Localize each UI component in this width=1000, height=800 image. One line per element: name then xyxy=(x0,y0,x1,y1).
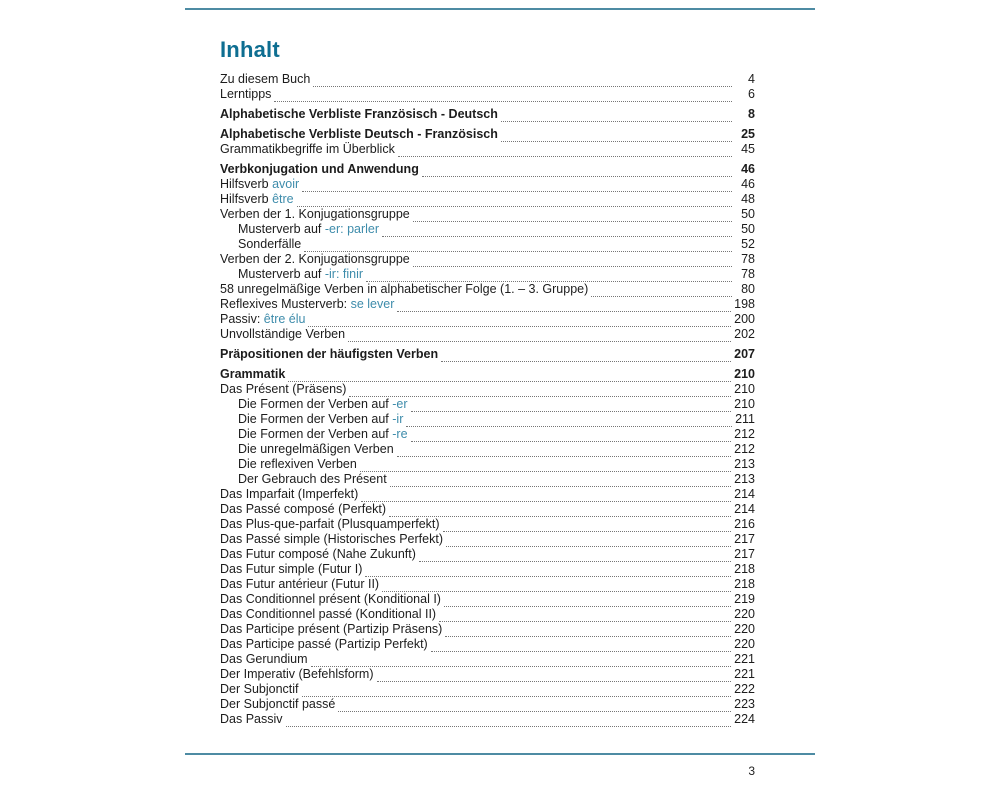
toc-entry-label xyxy=(220,327,345,342)
toc-text: Das Plus-que-parfait (Plusquamperfekt) xyxy=(220,517,440,531)
toc-text: Grammatik xyxy=(220,367,286,381)
toc-page-number: 216 xyxy=(734,517,755,531)
toc-page-number: 6 xyxy=(748,87,755,101)
toc-leader xyxy=(311,663,732,667)
toc-entry xyxy=(220,327,755,342)
toc-text: Zu diesem Buch xyxy=(220,72,311,86)
toc-entry-label xyxy=(220,162,419,177)
toc-entry-label xyxy=(220,312,305,327)
page-title: Inhalt xyxy=(220,37,280,62)
toc-entry xyxy=(220,577,755,592)
toc-page-number: 223 xyxy=(734,697,755,711)
toc-text: Das Futur antérieur (Futur II) xyxy=(220,577,380,591)
toc-entry xyxy=(220,427,755,442)
toc-entry xyxy=(220,282,755,297)
toc-entry xyxy=(220,222,755,237)
toc-entry-label xyxy=(238,267,363,282)
toc-entry-label xyxy=(220,697,335,712)
toc-page-number: 46 xyxy=(741,177,755,191)
toc-text: Passiv: xyxy=(220,312,264,326)
toc-text: Der Subjonctif xyxy=(220,682,299,696)
toc-page-number: 224 xyxy=(734,712,755,726)
toc-leader xyxy=(441,358,731,362)
page-footer xyxy=(185,764,755,778)
toc-leader xyxy=(288,378,731,382)
footer-page-number: 3 xyxy=(748,764,755,778)
toc-entry xyxy=(220,652,755,667)
toc-entry xyxy=(220,142,755,157)
toc-leader xyxy=(411,438,732,442)
toc-text: Der Gebrauch des Présent xyxy=(238,472,387,486)
toc-leader xyxy=(274,98,732,102)
toc-leader xyxy=(308,323,731,327)
toc-leader xyxy=(413,263,732,267)
toc-entry-label xyxy=(238,457,357,472)
toc-entry-label xyxy=(238,427,408,442)
toc-leader xyxy=(445,633,731,637)
toc-leader xyxy=(361,498,731,502)
toc-list xyxy=(220,72,755,727)
toc-entry xyxy=(220,412,755,427)
toc-entry-label xyxy=(220,562,362,577)
toc-entry xyxy=(220,367,755,382)
toc-page-number: 213 xyxy=(734,472,755,486)
toc-entry xyxy=(220,682,755,697)
toc-text: Das Imparfait (Imperfekt) xyxy=(220,487,359,501)
toc-entry xyxy=(220,87,755,102)
toc-leader xyxy=(411,408,732,412)
toc-leader xyxy=(397,308,731,312)
toc-entry xyxy=(220,712,755,727)
toc-leader xyxy=(398,153,732,157)
toc-page-number: 210 xyxy=(734,382,755,396)
toc-entry xyxy=(220,487,755,502)
toc-entry xyxy=(220,382,755,397)
toc-entry xyxy=(220,207,755,222)
toc-entry-label xyxy=(220,142,395,157)
toc-entry-label xyxy=(220,502,386,517)
toc-text: Verben der 2. Konjugationsgruppe xyxy=(220,252,410,266)
toc-text: Präpositionen der häufigsten Verben xyxy=(220,347,439,361)
toc-entry-label xyxy=(220,107,498,122)
toc-entry-label xyxy=(220,547,416,562)
toc-leader xyxy=(313,83,732,87)
toc-leader xyxy=(446,543,731,547)
toc-text: Der Imperativ (Befehlsform) xyxy=(220,667,374,681)
toc-leader xyxy=(365,573,731,577)
toc-page-number: 217 xyxy=(734,547,755,561)
toc-text: Das Gerundium xyxy=(220,652,308,666)
toc-page-number: 50 xyxy=(741,222,755,236)
toc-text: Das Présent (Präsens) xyxy=(220,382,347,396)
toc-entry-label xyxy=(238,472,387,487)
toc-page-number: 220 xyxy=(734,607,755,621)
toc-text: Die reflexiven Verben xyxy=(238,457,357,471)
toc-entry-label xyxy=(220,382,346,397)
toc-entry xyxy=(220,127,755,142)
toc-text: Verben der 1. Konjugationsgruppe xyxy=(220,207,410,221)
toc-page-number: 219 xyxy=(734,592,755,606)
accent-term: être élu xyxy=(263,312,306,326)
toc-text: Das Conditionnel présent (Konditional I) xyxy=(220,592,441,606)
toc-page-number: 200 xyxy=(734,312,755,326)
toc-text: Das Passiv xyxy=(220,712,283,726)
toc-page-number: 25 xyxy=(741,127,755,141)
toc-text: Das Passé composé (Perfekt) xyxy=(220,502,387,516)
toc-entry-label xyxy=(220,682,299,697)
toc-entry xyxy=(220,297,755,312)
toc-page-number: 52 xyxy=(741,237,755,251)
toc-entry xyxy=(220,472,755,487)
toc-entry-label xyxy=(238,397,408,412)
toc-entry-label xyxy=(220,592,441,607)
toc-entry xyxy=(220,607,755,622)
toc-leader xyxy=(439,618,731,622)
book-page xyxy=(185,8,815,778)
toc-page-number: 8 xyxy=(748,107,755,121)
toc-text: Sonderfälle xyxy=(238,237,302,251)
toc-entry-label xyxy=(220,517,440,532)
toc-text: Musterverb auf xyxy=(238,222,325,236)
toc-page-number: 221 xyxy=(734,667,755,681)
toc-text: Das Participe présent (Partizip Präsens) xyxy=(220,622,443,636)
toc-entry xyxy=(220,192,755,207)
toc-text: Alphabetische Verbliste Deutsch - Französisch xyxy=(220,127,498,141)
toc-entry-label xyxy=(238,412,403,427)
toc-page-number: 80 xyxy=(741,282,755,296)
toc-entry-label xyxy=(220,252,410,267)
toc-entry-label xyxy=(220,127,498,142)
toc-leader xyxy=(348,338,731,342)
toc-leader xyxy=(443,528,732,532)
toc-leader xyxy=(413,218,732,222)
toc-entry xyxy=(220,72,755,87)
toc-page-number: 214 xyxy=(734,487,755,501)
toc-entry xyxy=(220,547,755,562)
toc-entry xyxy=(220,637,755,652)
toc-text: Hilfsverb xyxy=(220,177,273,191)
toc-entry xyxy=(220,267,755,282)
toc-leader xyxy=(406,423,732,427)
accent-term: avoir xyxy=(272,177,300,191)
toc-entry xyxy=(220,532,755,547)
top-rule xyxy=(185,8,815,10)
toc-entry-label xyxy=(220,297,394,312)
toc-page-number: 212 xyxy=(734,442,755,456)
toc-leader xyxy=(390,483,731,487)
toc-entry-label xyxy=(220,282,588,297)
toc-page-number: 46 xyxy=(741,162,755,176)
toc-entry xyxy=(220,502,755,517)
toc-text: Musterverb auf xyxy=(238,267,325,281)
toc-text: Das Conditionnel passé (Konditional II) xyxy=(220,607,437,621)
toc-leader xyxy=(389,513,731,517)
toc-text: Grammatikbegriffe im Überblick xyxy=(220,142,395,156)
toc-entry xyxy=(220,667,755,682)
toc-entry-label xyxy=(238,237,301,252)
toc-text: Unvollständige Verben xyxy=(220,327,346,341)
toc-entry-label xyxy=(220,712,283,727)
accent-term: -er xyxy=(392,397,408,411)
toc-leader xyxy=(382,233,732,237)
toc-text: Das Participe passé (Partizip Perfekt) xyxy=(220,637,428,651)
toc-entry xyxy=(220,107,755,122)
toc-entry xyxy=(220,592,755,607)
toc-entry-label xyxy=(220,192,294,207)
toc-entry xyxy=(220,397,755,412)
toc-entry-label xyxy=(220,487,358,502)
toc-page-number: 198 xyxy=(734,297,755,311)
toc-page-number: 50 xyxy=(741,207,755,221)
accent-term: -ir xyxy=(392,412,404,426)
toc-text: Alphabetische Verbliste Französisch - Deutsch xyxy=(220,107,498,121)
toc-entry xyxy=(220,347,755,362)
toc-page-number: 218 xyxy=(734,577,755,591)
toc-text: Das Passé simple (Historisches Perfekt) xyxy=(220,532,443,546)
toc-leader xyxy=(431,648,731,652)
toc-text: Das Futur composé (Nahe Zukunft) xyxy=(220,547,416,561)
toc-entry xyxy=(220,562,755,577)
toc-text: Das Futur simple (Futur I) xyxy=(220,562,363,576)
toc-entry-label xyxy=(220,577,379,592)
toc-text: Der Subjonctif passé xyxy=(220,697,336,711)
toc-entry-label xyxy=(220,72,310,87)
toc-page-number: 222 xyxy=(734,682,755,696)
toc-page-number: 78 xyxy=(741,252,755,266)
toc-entry-label xyxy=(238,222,379,237)
toc-text: Reflexives Musterverb: xyxy=(220,297,351,311)
toc-entry-label xyxy=(220,607,436,622)
toc-leader xyxy=(302,693,732,697)
toc-leader xyxy=(422,173,732,177)
toc-entry-label xyxy=(238,442,394,457)
toc-entry-label xyxy=(220,207,410,222)
toc-page-number: 220 xyxy=(734,637,755,651)
toc-entry-label xyxy=(220,177,299,192)
toc-page-number: 45 xyxy=(741,142,755,156)
toc-page-number: 4 xyxy=(748,72,755,86)
accent-term: -ir: finir xyxy=(324,267,364,281)
toc-page-number: 78 xyxy=(741,267,755,281)
toc-entry xyxy=(220,252,755,267)
toc-entry xyxy=(220,622,755,637)
toc-page-number: 211 xyxy=(735,412,755,426)
toc-entry-label xyxy=(220,622,442,637)
toc-text: Die Formen der Verben auf xyxy=(238,412,393,426)
toc-entry xyxy=(220,237,755,252)
accent-term: être xyxy=(272,192,294,206)
toc-entry-label xyxy=(220,347,438,362)
toc-text: Die unregelmäßigen Verben xyxy=(238,442,394,456)
toc-page-number: 221 xyxy=(734,652,755,666)
toc-page-number: 202 xyxy=(734,327,755,341)
toc-leader xyxy=(397,453,731,457)
bottom-rule xyxy=(185,753,815,755)
toc-page-number: 48 xyxy=(741,192,755,206)
toc-page-number: 213 xyxy=(734,457,755,471)
toc-text: Hilfsverb xyxy=(220,192,273,206)
toc-page-number: 212 xyxy=(734,427,755,441)
toc-leader xyxy=(360,468,731,472)
toc-text: Die Formen der Verben auf xyxy=(238,397,393,411)
toc-page-number: 210 xyxy=(734,367,755,381)
accent-term: -er: parler xyxy=(324,222,380,236)
toc-entry xyxy=(220,457,755,472)
toc-entry-label xyxy=(220,87,271,102)
toc-text: 58 unregelmäßige Verben in alphabetischer Folge (1. – 3. Gruppe) xyxy=(220,282,589,296)
toc-page-number: 210 xyxy=(734,397,755,411)
toc-page-number: 214 xyxy=(734,502,755,516)
toc-text: Lerntipps xyxy=(220,87,272,101)
toc-leader xyxy=(286,723,732,727)
toc-entry xyxy=(220,517,755,532)
toc-leader xyxy=(444,603,731,607)
toc-text: Die Formen der Verben auf xyxy=(238,427,393,441)
toc-leader xyxy=(419,558,731,562)
page-content xyxy=(220,36,755,727)
toc-entry xyxy=(220,177,755,192)
toc-leader xyxy=(377,678,732,682)
toc-leader xyxy=(501,138,732,142)
toc-page-number: 217 xyxy=(734,532,755,546)
toc-entry xyxy=(220,312,755,327)
toc-entry xyxy=(220,162,755,177)
toc-leader xyxy=(501,118,732,122)
accent-term: -re xyxy=(392,427,408,441)
toc-page-number: 220 xyxy=(734,622,755,636)
accent-term: se lever xyxy=(350,297,395,311)
toc-page-number: 218 xyxy=(734,562,755,576)
toc-text: Verbkonjugation und Anwendung xyxy=(220,162,419,176)
toc-entry-label xyxy=(220,637,428,652)
toc-entry-label xyxy=(220,652,308,667)
toc-leader xyxy=(591,293,732,297)
toc-leader xyxy=(338,708,731,712)
toc-entry xyxy=(220,442,755,457)
toc-page-number: 207 xyxy=(734,347,755,361)
toc-leader xyxy=(302,188,732,192)
toc-entry-label xyxy=(220,667,374,682)
toc-entry-label xyxy=(220,532,443,547)
toc-entry xyxy=(220,697,755,712)
toc-entry-label xyxy=(220,367,285,382)
